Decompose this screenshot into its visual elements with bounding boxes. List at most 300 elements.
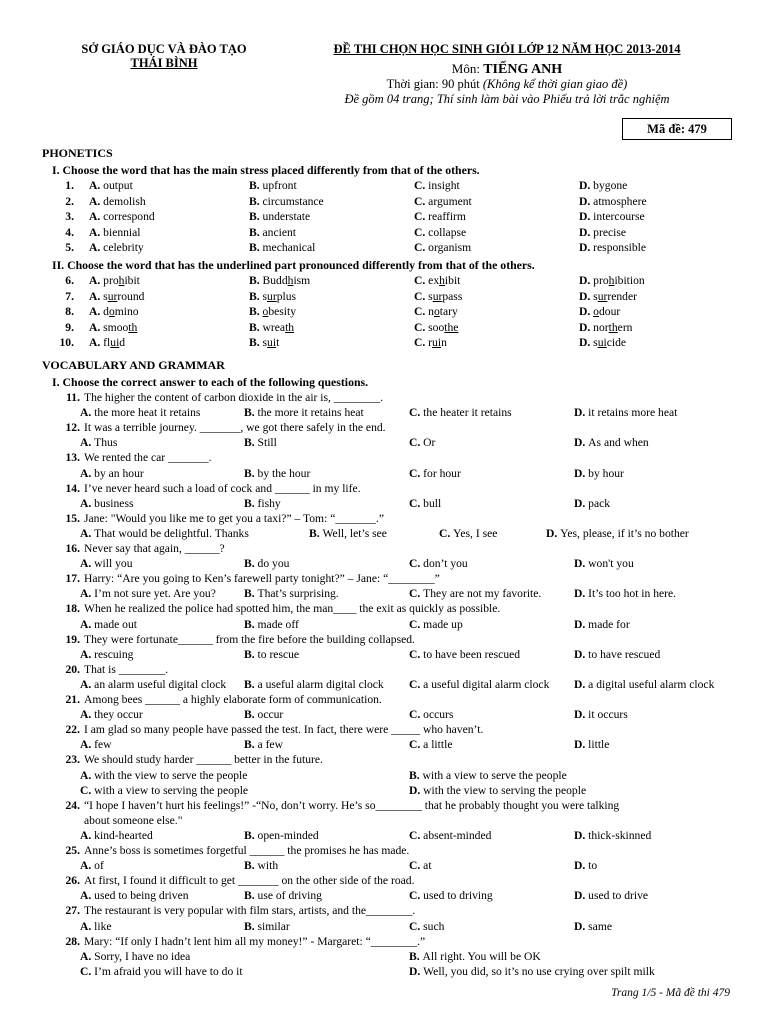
- option-text: Budd: [262, 274, 288, 287]
- option-a: [80, 707, 143, 722]
- subject-line: [282, 61, 732, 77]
- option-c: [409, 496, 441, 511]
- option-letter: C.: [414, 241, 429, 254]
- option-d: [574, 405, 677, 420]
- option-c: [80, 783, 248, 798]
- option-text: reaffirm: [428, 210, 466, 223]
- option-d: [409, 964, 655, 979]
- option-b: [249, 225, 296, 240]
- option-text: Thus: [94, 436, 118, 450]
- option-a: [80, 919, 112, 934]
- question-stem: At first, I found it difficult to get _______ on the other side of the road.: [84, 874, 415, 888]
- question-number: 14.: [65, 481, 80, 495]
- option-text: the more it retains heat: [257, 406, 364, 420]
- option-b: [244, 737, 283, 752]
- option-text: they occur: [94, 708, 143, 722]
- option-text: upfront: [262, 179, 297, 192]
- option-c: [409, 586, 541, 601]
- option-text: used to being driven: [94, 889, 189, 903]
- option-letter: D.: [574, 828, 589, 842]
- option-b: [244, 586, 339, 601]
- option-letter: A.: [80, 647, 95, 661]
- option-c: [439, 526, 497, 541]
- option-text: a digital useful alarm clock: [588, 677, 715, 691]
- option-text: little: [588, 738, 610, 752]
- option-text: circumstance: [262, 194, 324, 208]
- underlined-part: h: [287, 274, 294, 287]
- option-letter: B.: [244, 557, 258, 571]
- option-letter: D.: [579, 194, 594, 208]
- option-d: [574, 828, 651, 843]
- option-c: [80, 964, 243, 979]
- option-letter: C.: [409, 677, 424, 691]
- underlined-part: ui: [432, 336, 442, 349]
- option-b: [249, 320, 294, 335]
- option-letter: B.: [249, 210, 263, 223]
- option-a: [80, 888, 189, 903]
- option-c: [414, 240, 471, 255]
- option-text: nor: [593, 320, 609, 334]
- option-text: the heater it retains: [423, 406, 512, 420]
- question-number: 1.: [65, 179, 74, 192]
- option-c: [409, 707, 453, 722]
- option-b: [244, 707, 283, 722]
- question-stem: I’ve never heard such a load of cock and ______ in my life.: [84, 481, 361, 495]
- option-text: it retains more heat: [588, 406, 678, 420]
- underlined-part: ur: [267, 289, 277, 303]
- option-text: by an hour: [94, 466, 144, 480]
- option-letter: C.: [409, 617, 424, 631]
- option-text: n: [428, 305, 434, 318]
- option-letter: A.: [80, 617, 95, 631]
- option-text: made out: [94, 617, 137, 631]
- option-c: [409, 466, 461, 481]
- option-letter: A.: [80, 889, 95, 903]
- underlined-part: th: [608, 320, 618, 334]
- option-text: business: [94, 496, 134, 510]
- question-number: 23.: [65, 753, 80, 767]
- option-c: [409, 919, 444, 934]
- phonetics-title: PHONETICS: [42, 146, 113, 160]
- option-b: [249, 304, 296, 319]
- question-number: 22.: [65, 723, 80, 737]
- option-text: I’m not sure yet. Are you?: [94, 587, 216, 601]
- option-b: [249, 240, 315, 255]
- option-text: celebrity: [103, 241, 144, 254]
- option-letter: A.: [80, 859, 95, 873]
- option-text: thick-skinned: [588, 828, 652, 842]
- pronunciation-instruction: II. Choose the word that has the underlined part pronounced differently from that of the others.: [52, 258, 535, 272]
- question-number: 10.: [59, 336, 74, 349]
- option-c: [414, 209, 466, 224]
- option-text: ism: [293, 274, 311, 287]
- underlined-part: th: [285, 320, 295, 334]
- option-letter: A.: [89, 336, 104, 349]
- option-letter: B.: [249, 274, 263, 287]
- option-b: [244, 647, 299, 662]
- option-text: plus: [276, 289, 297, 303]
- option-text: will you: [94, 557, 133, 571]
- option-text: with a view to serve the people: [422, 768, 567, 782]
- option-letter: A.: [89, 210, 104, 223]
- option-text: for hour: [423, 466, 461, 480]
- question-stem: Among bees ______ a highly elaborate form of communication.: [84, 693, 382, 706]
- option-a: [89, 225, 141, 240]
- question-number: 28.: [65, 934, 80, 948]
- option-letter: B.: [244, 647, 258, 661]
- option-text: pro: [593, 274, 609, 287]
- option-letter: D.: [574, 406, 589, 420]
- option-b: [244, 858, 278, 873]
- option-text: s: [593, 336, 598, 349]
- option-text: understate: [262, 210, 311, 223]
- option-letter: A.: [80, 919, 95, 933]
- option-letter: A.: [80, 768, 95, 782]
- option-letter: C.: [409, 828, 424, 842]
- option-b: [244, 828, 319, 843]
- option-d: [574, 888, 648, 903]
- option-a: [89, 289, 144, 304]
- option-letter: C.: [409, 406, 424, 420]
- department-header: [64, 42, 264, 70]
- option-d: [574, 707, 628, 722]
- question-number: 9.: [65, 320, 74, 334]
- option-b: [244, 405, 364, 420]
- option-letter: B.: [244, 617, 258, 631]
- option-d: [574, 466, 624, 481]
- option-letter: A.: [80, 406, 95, 420]
- option-d: [579, 289, 637, 304]
- option-text: dour: [598, 305, 621, 318]
- option-b: [244, 617, 299, 632]
- option-text: with the view to serve the people: [94, 768, 248, 782]
- option-letter: A.: [89, 320, 104, 334]
- option-text: As and when: [588, 436, 649, 450]
- option-text: cide: [606, 336, 627, 349]
- option-text: s: [103, 289, 108, 303]
- option-letter: D.: [574, 617, 589, 631]
- option-letter: D.: [574, 859, 589, 873]
- option-c: [414, 225, 466, 240]
- option-d: [409, 783, 586, 798]
- option-letter: B.: [244, 496, 258, 510]
- option-letter: D.: [574, 557, 589, 571]
- option-letter: B.: [409, 949, 423, 963]
- question-number: 3.: [65, 210, 74, 223]
- option-letter: C.: [409, 436, 424, 450]
- option-letter: B.: [249, 225, 263, 239]
- option-text: won't you: [588, 557, 634, 571]
- option-letter: A.: [89, 305, 104, 318]
- option-letter: B.: [249, 241, 263, 254]
- option-a: [80, 737, 112, 752]
- question-number: 25.: [65, 844, 80, 857]
- question-number: 24.: [65, 798, 80, 812]
- option-letter: D.: [574, 466, 589, 480]
- option-text: d: [103, 305, 109, 318]
- option-d: [574, 586, 676, 601]
- option-a: [89, 178, 133, 193]
- option-a: [80, 828, 153, 843]
- option-text: mechanical: [262, 241, 316, 254]
- option-letter: D.: [574, 919, 589, 933]
- option-c: [414, 194, 472, 209]
- option-d: [579, 225, 626, 240]
- question-number: 7.: [65, 289, 74, 303]
- option-text: it occurs: [588, 708, 628, 722]
- question-number: 27.: [65, 904, 80, 918]
- subject-name: TIẾNG ANH: [483, 62, 563, 77]
- option-letter: A.: [80, 677, 95, 691]
- option-letter: A.: [89, 194, 104, 208]
- option-d: [579, 178, 627, 193]
- option-letter: D.: [546, 526, 561, 540]
- option-c: [414, 273, 460, 288]
- option-letter: D.: [574, 708, 589, 722]
- option-b: [244, 556, 289, 571]
- option-text: do you: [257, 557, 290, 571]
- time-note: (Không kể thời gian giao đề): [482, 77, 628, 91]
- option-letter: B.: [244, 828, 258, 842]
- option-letter: B.: [244, 587, 258, 601]
- option-a: [80, 858, 104, 873]
- department-name: SỞ GIÁO DỤC VÀ ĐÀO TẠO: [81, 42, 247, 56]
- subject-label: Môn:: [451, 61, 484, 76]
- option-c: [414, 320, 458, 335]
- question-stem: When he realized the police had spotted him, the man____ the exit as quickly as possible.: [84, 602, 501, 616]
- option-letter: C.: [439, 526, 454, 540]
- question-stem: They were fortunate______ from the fire before the building collapsed.: [84, 632, 415, 646]
- question-number: 2.: [65, 194, 74, 208]
- option-a: [89, 335, 125, 350]
- option-text: collapse: [428, 225, 467, 239]
- option-text: made up: [423, 617, 463, 631]
- option-b: [244, 466, 310, 481]
- option-letter: A.: [89, 225, 104, 239]
- option-text: organism: [428, 241, 472, 254]
- option-a: [80, 435, 117, 450]
- option-c: [414, 304, 458, 319]
- option-b: [249, 194, 324, 209]
- option-a: [80, 586, 216, 601]
- option-text: ibit: [124, 274, 140, 287]
- option-letter: C.: [414, 336, 429, 349]
- option-text: at: [423, 859, 432, 873]
- option-letter: D.: [574, 587, 589, 601]
- option-text: to rescue: [257, 647, 300, 661]
- option-letter: A.: [89, 241, 104, 254]
- option-text: precise: [593, 225, 627, 239]
- option-text: used to driving: [423, 889, 493, 903]
- option-text: with the view to serving the people: [423, 783, 587, 797]
- option-b: [244, 919, 290, 934]
- option-a: [80, 617, 137, 632]
- option-text: Still: [257, 436, 277, 450]
- option-text: argument: [428, 194, 472, 208]
- option-text: s: [262, 336, 268, 349]
- question-stem: We rented the car _______.: [84, 451, 212, 465]
- option-letter: C.: [414, 274, 429, 287]
- option-text: open-minded: [257, 828, 319, 842]
- option-text: round: [117, 289, 145, 303]
- option-text: a useful digital alarm clock: [423, 677, 550, 691]
- option-text: made for: [588, 617, 630, 631]
- option-a: [89, 194, 146, 209]
- option-a: [80, 677, 226, 692]
- option-letter: C.: [80, 783, 95, 797]
- question-stem: It was a terrible journey. _______, we got there safely in the end.: [84, 421, 386, 435]
- option-letter: A.: [80, 436, 95, 450]
- underlined-part: th: [128, 320, 138, 334]
- question-stem: That is ________.: [84, 662, 169, 676]
- stress-instruction: I. Choose the word that has the main stress placed differently from that of the others.: [52, 163, 480, 177]
- option-letter: C.: [414, 210, 429, 223]
- option-letter: C.: [80, 964, 95, 978]
- option-letter: D.: [579, 274, 594, 287]
- option-text: don’t you: [423, 557, 468, 571]
- option-letter: D.: [579, 336, 594, 349]
- option-letter: A.: [89, 274, 104, 287]
- option-text: atmosphere: [593, 194, 647, 208]
- option-text: pro: [103, 274, 119, 287]
- option-letter: C.: [414, 194, 429, 208]
- underlined-part: ur: [432, 289, 443, 303]
- option-a: [89, 320, 137, 335]
- option-b: [409, 768, 567, 783]
- option-a: [80, 466, 144, 481]
- option-text: n: [441, 336, 447, 349]
- question-number: 15.: [65, 511, 80, 525]
- option-c: [409, 858, 432, 873]
- option-letter: C.: [409, 587, 424, 601]
- option-d: [579, 209, 645, 224]
- option-letter: B.: [244, 738, 258, 752]
- question-number: 13.: [65, 451, 80, 465]
- option-d: [574, 617, 630, 632]
- question-stem: The restaurant is very popular with film stars, artists, and the________.: [84, 904, 416, 918]
- option-letter: B.: [309, 526, 323, 540]
- option-letter: C.: [409, 859, 424, 873]
- option-text: made off: [257, 617, 299, 631]
- option-text: smoo: [103, 320, 129, 334]
- underlined-part: o: [108, 305, 115, 318]
- option-text: ern: [617, 320, 633, 334]
- option-letter: A.: [80, 587, 95, 601]
- page-footer: Trang 1/5 - Mã đề thi 479: [611, 987, 730, 999]
- option-letter: B.: [244, 406, 258, 420]
- option-b: [249, 335, 279, 350]
- question-number: 26.: [65, 874, 80, 888]
- option-c: [409, 737, 452, 752]
- option-letter: A.: [80, 526, 95, 540]
- option-text: s: [593, 289, 598, 303]
- option-text: intercourse: [593, 210, 645, 223]
- option-d: [574, 919, 612, 934]
- question-number: 18.: [65, 602, 80, 616]
- option-d: [579, 335, 626, 350]
- option-letter: B.: [249, 305, 263, 318]
- province-name: THÁI BÌNH: [130, 56, 198, 70]
- option-text: to have been rescued: [423, 647, 521, 661]
- option-text: Yes, please, if it’s no bother: [560, 526, 689, 540]
- option-text: t: [276, 336, 280, 349]
- option-text: ibit: [444, 274, 461, 287]
- option-letter: C.: [414, 305, 429, 318]
- option-letter: D.: [579, 210, 594, 223]
- option-letter: B.: [244, 466, 258, 480]
- option-letter: D.: [579, 305, 594, 318]
- option-c: [409, 556, 468, 571]
- option-a: [80, 496, 133, 511]
- option-letter: B.: [249, 194, 263, 208]
- option-d: [574, 496, 610, 511]
- option-text: demolish: [103, 194, 146, 208]
- time-line: [282, 77, 732, 92]
- option-a: [80, 949, 190, 964]
- option-c: [414, 178, 460, 193]
- option-c: [409, 677, 549, 692]
- option-text: tary: [439, 305, 458, 318]
- option-b: [244, 496, 281, 511]
- option-d: [579, 240, 646, 255]
- option-text: Well, let’s see: [322, 526, 387, 540]
- option-text: ex: [428, 274, 440, 287]
- question-number: 12.: [65, 421, 80, 435]
- option-letter: A.: [80, 557, 95, 571]
- option-d: [579, 304, 620, 319]
- option-letter: A.: [80, 738, 95, 752]
- question-number: 6.: [65, 274, 74, 287]
- option-a: [80, 768, 247, 783]
- option-letter: C.: [409, 919, 424, 933]
- underlined-part: o: [262, 305, 269, 318]
- option-text: That’s surprising.: [257, 587, 339, 601]
- option-letter: C.: [409, 647, 424, 661]
- option-text: absent-minded: [423, 828, 492, 842]
- option-text: the more heat it retains: [94, 406, 201, 420]
- option-text: ibition: [614, 274, 645, 287]
- option-text: rescuing: [94, 647, 134, 661]
- option-text: occur: [257, 708, 284, 722]
- question-number: 8.: [65, 305, 74, 318]
- underlined-part: h: [118, 274, 125, 287]
- option-text: by hour: [588, 466, 624, 480]
- option-letter: D.: [579, 289, 594, 303]
- option-letter: A.: [80, 466, 95, 480]
- option-letter: C.: [414, 320, 429, 334]
- option-text: responsible: [593, 241, 646, 254]
- option-text: by the hour: [257, 466, 311, 480]
- option-text: a few: [257, 738, 283, 752]
- vocab-title: VOCABULARY AND GRAMMAR: [42, 358, 225, 372]
- question-stem: Harry: “Are you going to Ken’s farewell party tonight?” – Jane: “________”: [84, 572, 440, 586]
- option-letter: B.: [249, 320, 263, 334]
- option-text: an alarm useful digital clock: [94, 677, 227, 691]
- option-letter: D.: [574, 677, 589, 691]
- option-c: [409, 405, 512, 420]
- option-c: [409, 828, 491, 843]
- option-text: few: [94, 738, 112, 752]
- option-text: r: [428, 336, 433, 349]
- underlined-part: o: [593, 305, 599, 318]
- option-c: [409, 647, 520, 662]
- option-text: besity: [268, 305, 297, 318]
- option-b: [244, 677, 384, 692]
- option-letter: D.: [574, 436, 589, 450]
- option-text: to: [588, 859, 598, 873]
- option-text: s: [262, 289, 268, 303]
- option-text: They are not my favorite.: [423, 587, 542, 601]
